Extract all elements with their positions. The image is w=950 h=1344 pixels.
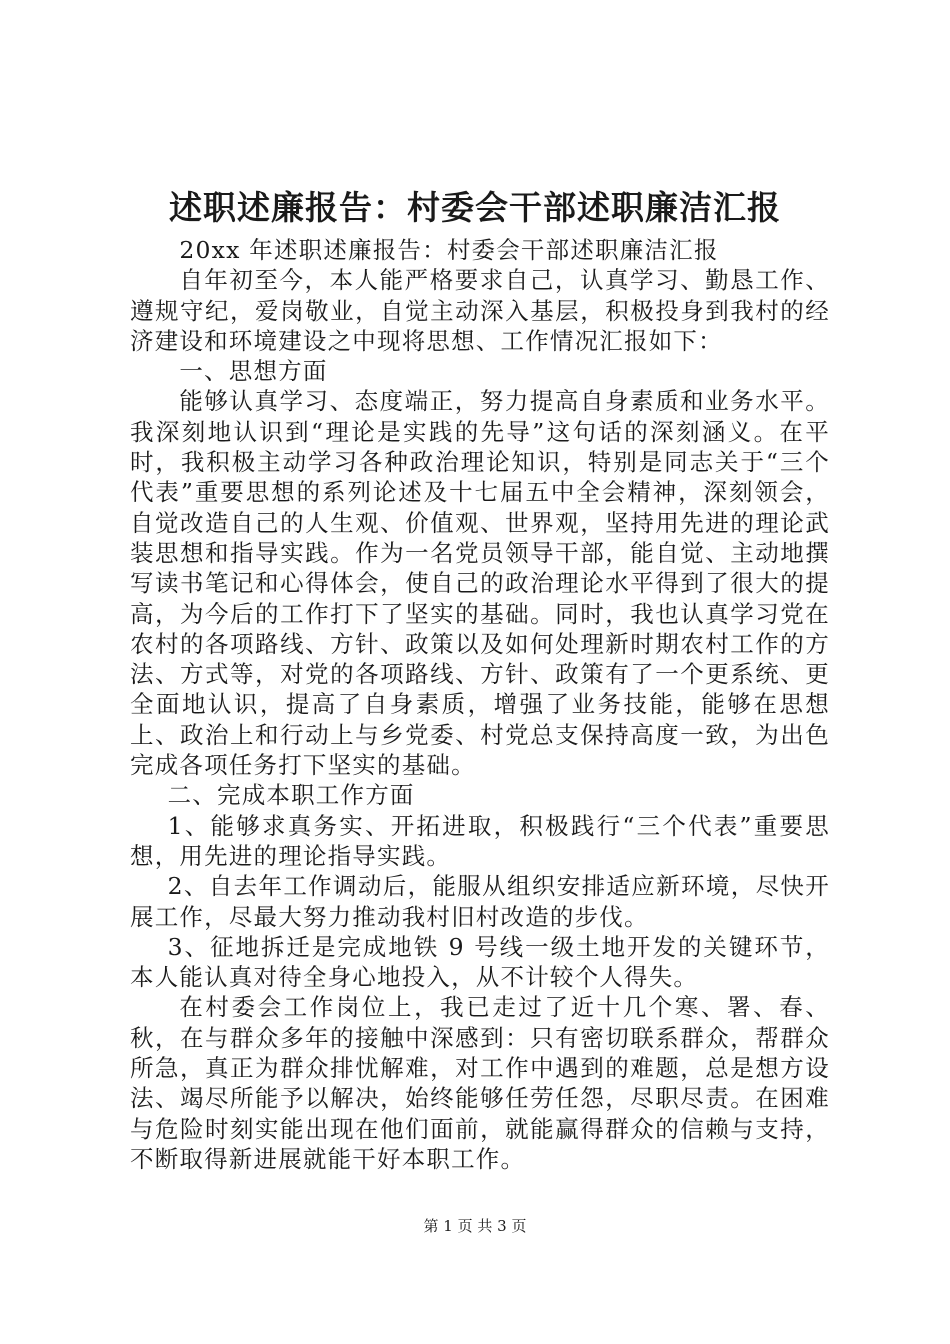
document-body: [130, 235, 830, 1174]
section-heading-work: 二、完成本职工作方面: [167, 781, 415, 810]
thought-paragraph: 能够认真学习、态度端正，努力提高自身素质和业务水平。我深刻地认识到“理论是实践的先导”这句话的深刻涵义。在平时，我积极主动学习各种政治理论知识，特别是同志关于“三个代表”重要思想的系列论述及十七届五中全会精神，深刻领会，自觉改造自己的人生观、价值观、世界观，坚持用先进的理论武装思想和指导实践。作为一名党员领导干部，能自觉、主动地撰写读书笔记和心得体会，使自己的政治理论水平得到了很大的提高，为今后的工作打下了坚实的基础。同时，我也认真学习党在农村的各项路线、方针、政策以及如何处理新时期农村工作的方法、方式等，对党的各项路线、方针、政策有了一个更系统、更全面地认识，提高了自身素质，增强了业务技能，能够在思想上、政治上和行动上与乡党委、村党总支保持高度一致，为出色完成各项任务打下坚实的基础。: [130, 387, 830, 780]
work-item-3: 3、征地拆迁是完成地铁 9 号线一级土地开发的关键环节，本人能认真对待全身心地投入，从不计较个人得失。: [130, 932, 830, 992]
intro-paragraph: 自年初至今，本人能严格要求自己，认真学习、勤恳工作、遵规守纪，爱岗敬业，自觉主动深入基层，积极投身到我村的经济建设和环境建设之中现将思想、工作情况汇报如下：: [130, 266, 830, 355]
section-heading-thought: 一、思想方面: [179, 357, 328, 386]
work-item-1: 1、能够求真务实、开拓进取，积极践行“三个代表”重要思想，用先进的理论指导实践。: [130, 811, 830, 870]
subtitle-paragraph: 20xx 年述职述廉报告：村委会干部述职廉洁汇报: [179, 236, 719, 264]
closing-paragraph: 在村委会工作岗位上，我已走过了近十几个寒、署、春、秋，在与群众多年的接触中深感到：只有密切联系群众，帮群众所急，真正为群众排忧解难，对工作中遇到的难题，总是想方设法、竭尽所能予以解决，始终能够任劳任怨，尽职尽责。在困难与危险时刻实能出现在他们面前，就能赢得群众的信赖与支持，不断取得新进展就能干好本职工作。: [130, 993, 830, 1173]
page-number-footer: 第 1 页 共 3 页: [423, 1217, 527, 1235]
document-title: 述职述廉报告：村委会干部述职廉洁汇报: [169, 188, 781, 227]
work-item-2: 2、自去年工作调动后，能服从组织安排适应新环境，尽快开展工作，尽最大努力推动我村旧村改造的步伐。: [130, 872, 830, 931]
